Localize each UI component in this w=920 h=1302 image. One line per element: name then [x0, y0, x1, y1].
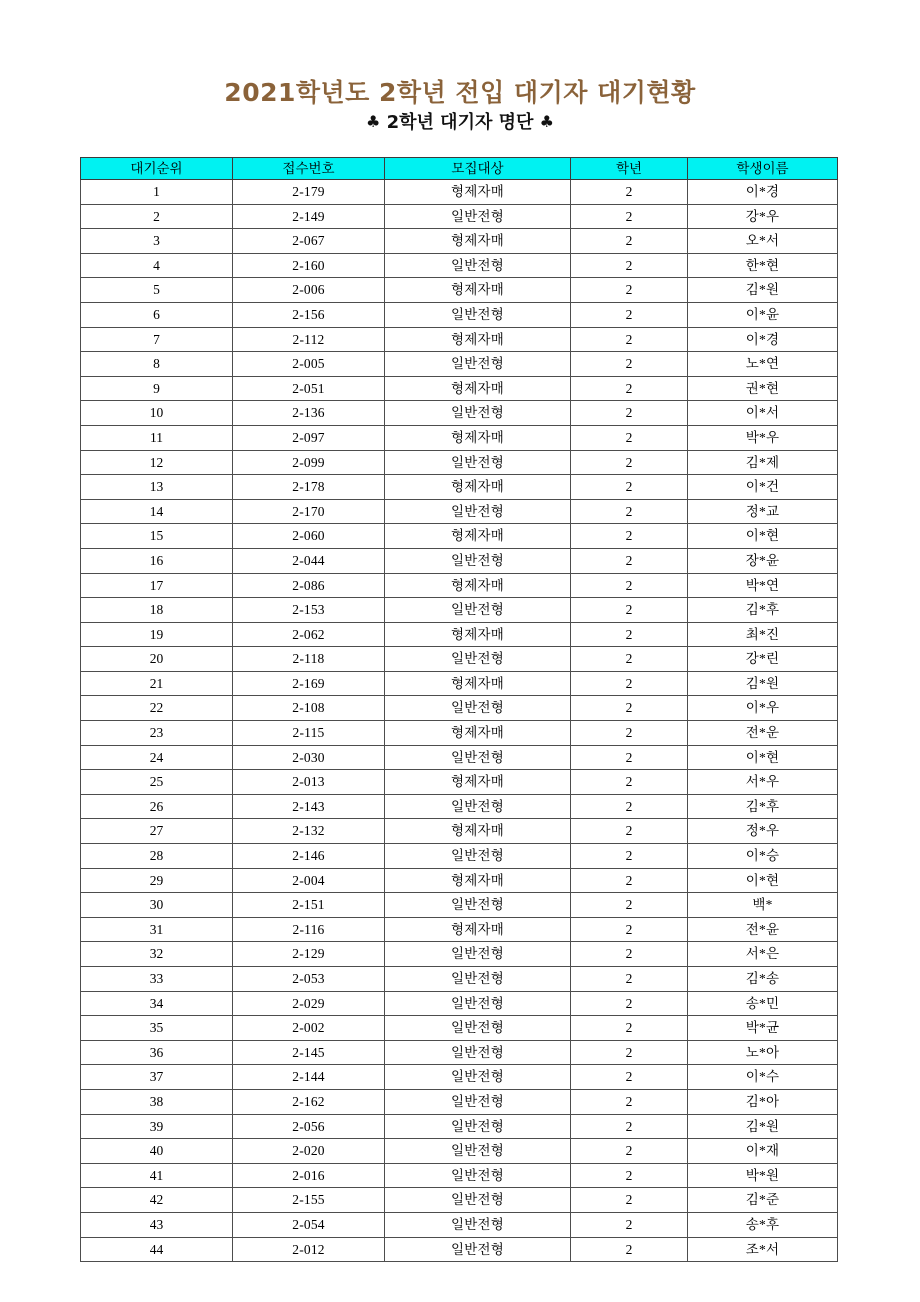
cell-rank: 42 — [81, 1188, 233, 1213]
cell-grade: 2 — [571, 1188, 688, 1213]
cell-rank: 22 — [81, 696, 233, 721]
cell-target: 형제자매 — [385, 622, 571, 647]
table-row — [81, 819, 838, 844]
cell-target: 형제자매 — [385, 327, 571, 352]
cell-recno: 2-006 — [233, 278, 385, 303]
table-row — [81, 180, 838, 205]
cell-rank: 9 — [81, 376, 233, 401]
table-row — [81, 942, 838, 967]
cell-target: 일반전형 — [385, 352, 571, 377]
cell-grade: 2 — [571, 868, 688, 893]
column-header-recno: 접수번호 — [233, 158, 385, 180]
table-row — [81, 1139, 838, 1164]
cell-name: 이*우 — [688, 696, 838, 721]
cell-target: 일반전형 — [385, 548, 571, 573]
cell-grade: 2 — [571, 204, 688, 229]
cell-rank: 21 — [81, 671, 233, 696]
table-row — [81, 327, 838, 352]
cell-grade: 2 — [571, 696, 688, 721]
cell-rank: 10 — [81, 401, 233, 426]
cell-recno: 2-044 — [233, 548, 385, 573]
cell-target: 형제자매 — [385, 524, 571, 549]
cell-rank: 18 — [81, 598, 233, 623]
cell-target: 일반전형 — [385, 1016, 571, 1041]
page-subtitle-text: 2학년 대기자 명단 — [386, 111, 534, 133]
cell-name: 정*교 — [688, 499, 838, 524]
cell-recno: 2-162 — [233, 1089, 385, 1114]
table-row — [81, 573, 838, 598]
cell-name: 백* — [688, 893, 838, 918]
waitlist-table-container — [80, 157, 837, 1262]
cell-rank: 27 — [81, 819, 233, 844]
cell-recno: 2-108 — [233, 696, 385, 721]
cell-rank: 23 — [81, 721, 233, 746]
table-row — [81, 253, 838, 278]
table-row — [81, 1065, 838, 1090]
cell-grade: 2 — [571, 1016, 688, 1041]
cell-name: 이*윤 — [688, 302, 838, 327]
cell-rank: 15 — [81, 524, 233, 549]
table-header-row — [81, 158, 838, 180]
column-header-name: 학생이름 — [688, 158, 838, 180]
cell-recno: 2-132 — [233, 819, 385, 844]
page-title: 2021학년도 2학년 전입 대기자 대기현황 — [224, 78, 696, 107]
cell-recno: 2-054 — [233, 1212, 385, 1237]
cell-grade: 2 — [571, 819, 688, 844]
column-header-grade: 학년 — [571, 158, 688, 180]
table-row — [81, 229, 838, 254]
cell-rank: 7 — [81, 327, 233, 352]
cell-grade: 2 — [571, 180, 688, 205]
page-subtitle — [0, 112, 920, 134]
cell-name: 조*서 — [688, 1237, 838, 1262]
cell-target: 형제자매 — [385, 671, 571, 696]
cell-rank: 32 — [81, 942, 233, 967]
cell-grade: 2 — [571, 844, 688, 869]
cell-rank: 38 — [81, 1089, 233, 1114]
cell-grade: 2 — [571, 475, 688, 500]
cell-recno: 2-029 — [233, 991, 385, 1016]
cell-rank: 6 — [81, 302, 233, 327]
cell-target: 일반전형 — [385, 1114, 571, 1139]
cell-recno: 2-118 — [233, 647, 385, 672]
cell-recno: 2-004 — [233, 868, 385, 893]
cell-target: 형제자매 — [385, 475, 571, 500]
cell-rank: 14 — [81, 499, 233, 524]
table-row — [81, 671, 838, 696]
waitlist-table — [80, 157, 838, 1262]
cell-target: 일반전형 — [385, 745, 571, 770]
cell-rank: 5 — [81, 278, 233, 303]
cell-grade: 2 — [571, 229, 688, 254]
cell-target: 일반전형 — [385, 401, 571, 426]
cell-recno: 2-143 — [233, 794, 385, 819]
cell-target: 일반전형 — [385, 1163, 571, 1188]
club-icon-left: ♣ — [365, 111, 381, 131]
cell-rank: 30 — [81, 893, 233, 918]
cell-recno: 2-115 — [233, 721, 385, 746]
cell-recno: 2-062 — [233, 622, 385, 647]
cell-recno: 2-020 — [233, 1139, 385, 1164]
cell-recno: 2-012 — [233, 1237, 385, 1262]
cell-recno: 2-051 — [233, 376, 385, 401]
table-row — [81, 278, 838, 303]
cell-grade: 2 — [571, 1040, 688, 1065]
cell-name: 김*원 — [688, 278, 838, 303]
cell-target: 형제자매 — [385, 917, 571, 942]
cell-name: 김*아 — [688, 1089, 838, 1114]
cell-target: 형제자매 — [385, 868, 571, 893]
cell-rank: 43 — [81, 1212, 233, 1237]
cell-rank: 19 — [81, 622, 233, 647]
table-row — [81, 204, 838, 229]
cell-rank: 13 — [81, 475, 233, 500]
title-block — [0, 78, 920, 133]
cell-rank: 28 — [81, 844, 233, 869]
cell-name: 이*현 — [688, 524, 838, 549]
cell-name: 이*현 — [688, 745, 838, 770]
cell-name: 박*원 — [688, 1163, 838, 1188]
table-row — [81, 1212, 838, 1237]
cell-name: 김*후 — [688, 598, 838, 623]
table-row — [81, 622, 838, 647]
cell-grade: 2 — [571, 598, 688, 623]
cell-target: 형제자매 — [385, 229, 571, 254]
cell-recno: 2-149 — [233, 204, 385, 229]
cell-recno: 2-053 — [233, 967, 385, 992]
cell-grade: 2 — [571, 770, 688, 795]
cell-target: 일반전형 — [385, 1089, 571, 1114]
cell-name: 한*현 — [688, 253, 838, 278]
column-header-rank: 대기순위 — [81, 158, 233, 180]
cell-recno: 2-169 — [233, 671, 385, 696]
cell-rank: 17 — [81, 573, 233, 598]
cell-grade: 2 — [571, 1212, 688, 1237]
cell-name: 오*서 — [688, 229, 838, 254]
table-row — [81, 450, 838, 475]
cell-recno: 2-160 — [233, 253, 385, 278]
table-row — [81, 868, 838, 893]
cell-recno: 2-178 — [233, 475, 385, 500]
cell-name: 전*운 — [688, 721, 838, 746]
cell-name: 박*연 — [688, 573, 838, 598]
cell-name: 김*원 — [688, 671, 838, 696]
table-row — [81, 917, 838, 942]
table-row — [81, 647, 838, 672]
table-row — [81, 745, 838, 770]
cell-target: 일반전형 — [385, 1040, 571, 1065]
table-row — [81, 475, 838, 500]
cell-recno: 2-016 — [233, 1163, 385, 1188]
cell-grade: 2 — [571, 721, 688, 746]
cell-name: 권*현 — [688, 376, 838, 401]
cell-grade: 2 — [571, 376, 688, 401]
cell-rank: 12 — [81, 450, 233, 475]
cell-grade: 2 — [571, 942, 688, 967]
cell-recno: 2-170 — [233, 499, 385, 524]
cell-name: 김*원 — [688, 1114, 838, 1139]
table-row — [81, 376, 838, 401]
cell-target: 형제자매 — [385, 376, 571, 401]
cell-target: 일반전형 — [385, 844, 571, 869]
cell-grade: 2 — [571, 967, 688, 992]
cell-grade: 2 — [571, 1139, 688, 1164]
cell-grade: 2 — [571, 573, 688, 598]
cell-target: 일반전형 — [385, 967, 571, 992]
table-row — [81, 352, 838, 377]
cell-target: 형제자매 — [385, 721, 571, 746]
table-row — [81, 794, 838, 819]
cell-target: 형제자매 — [385, 770, 571, 795]
cell-recno: 2-002 — [233, 1016, 385, 1041]
cell-rank: 44 — [81, 1237, 233, 1262]
cell-rank: 1 — [81, 180, 233, 205]
cell-rank: 2 — [81, 204, 233, 229]
cell-name: 김*제 — [688, 450, 838, 475]
cell-target: 형제자매 — [385, 573, 571, 598]
cell-recno: 2-097 — [233, 425, 385, 450]
cell-target: 일반전형 — [385, 450, 571, 475]
cell-grade: 2 — [571, 548, 688, 573]
cell-recno: 2-155 — [233, 1188, 385, 1213]
table-header — [81, 158, 838, 180]
cell-grade: 2 — [571, 401, 688, 426]
cell-name: 김*송 — [688, 967, 838, 992]
cell-grade: 2 — [571, 671, 688, 696]
cell-rank: 25 — [81, 770, 233, 795]
cell-grade: 2 — [571, 352, 688, 377]
cell-target: 형제자매 — [385, 819, 571, 844]
cell-target: 일반전형 — [385, 1212, 571, 1237]
cell-name: 송*민 — [688, 991, 838, 1016]
cell-name: 이*재 — [688, 1139, 838, 1164]
cell-rank: 37 — [81, 1065, 233, 1090]
cell-grade: 2 — [571, 425, 688, 450]
cell-recno: 2-136 — [233, 401, 385, 426]
cell-rank: 36 — [81, 1040, 233, 1065]
table-row — [81, 1016, 838, 1041]
cell-rank: 29 — [81, 868, 233, 893]
cell-name: 노*연 — [688, 352, 838, 377]
table-row — [81, 721, 838, 746]
cell-target: 일반전형 — [385, 253, 571, 278]
cell-target: 일반전형 — [385, 204, 571, 229]
cell-name: 김*후 — [688, 794, 838, 819]
cell-recno: 2-056 — [233, 1114, 385, 1139]
cell-target: 형제자매 — [385, 180, 571, 205]
table-row — [81, 1237, 838, 1262]
cell-rank: 34 — [81, 991, 233, 1016]
table-row — [81, 1163, 838, 1188]
cell-recno: 2-179 — [233, 180, 385, 205]
cell-recno: 2-005 — [233, 352, 385, 377]
cell-grade: 2 — [571, 278, 688, 303]
cell-target: 일반전형 — [385, 302, 571, 327]
cell-name: 이*건 — [688, 475, 838, 500]
table-row — [81, 893, 838, 918]
cell-target: 일반전형 — [385, 893, 571, 918]
cell-target: 일반전형 — [385, 991, 571, 1016]
cell-target: 일반전형 — [385, 499, 571, 524]
cell-name: 전*윤 — [688, 917, 838, 942]
table-body — [81, 180, 838, 1262]
cell-name: 박*우 — [688, 425, 838, 450]
table-row — [81, 844, 838, 869]
cell-grade: 2 — [571, 991, 688, 1016]
table-row — [81, 425, 838, 450]
cell-rank: 35 — [81, 1016, 233, 1041]
table-row — [81, 499, 838, 524]
cell-recno: 2-067 — [233, 229, 385, 254]
cell-grade: 2 — [571, 524, 688, 549]
cell-name: 이*수 — [688, 1065, 838, 1090]
cell-recno: 2-151 — [233, 893, 385, 918]
cell-grade: 2 — [571, 450, 688, 475]
cell-grade: 2 — [571, 253, 688, 278]
cell-target: 일반전형 — [385, 647, 571, 672]
cell-rank: 3 — [81, 229, 233, 254]
cell-recno: 2-145 — [233, 1040, 385, 1065]
cell-target: 형제자매 — [385, 278, 571, 303]
cell-name: 송*후 — [688, 1212, 838, 1237]
cell-rank: 4 — [81, 253, 233, 278]
cell-rank: 8 — [81, 352, 233, 377]
cell-grade: 2 — [571, 647, 688, 672]
table-row — [81, 1089, 838, 1114]
cell-recno: 2-060 — [233, 524, 385, 549]
cell-recno: 2-129 — [233, 942, 385, 967]
cell-recno: 2-086 — [233, 573, 385, 598]
cell-grade: 2 — [571, 1163, 688, 1188]
table-row — [81, 967, 838, 992]
table-row — [81, 302, 838, 327]
cell-rank: 31 — [81, 917, 233, 942]
cell-recno: 2-013 — [233, 770, 385, 795]
cell-rank: 11 — [81, 425, 233, 450]
cell-name: 이*서 — [688, 401, 838, 426]
cell-target: 형제자매 — [385, 425, 571, 450]
column-header-target: 모집대상 — [385, 158, 571, 180]
cell-target: 일반전형 — [385, 696, 571, 721]
table-row — [81, 401, 838, 426]
cell-grade: 2 — [571, 327, 688, 352]
table-row — [81, 1188, 838, 1213]
club-icon-right: ♣ — [539, 111, 555, 131]
cell-grade: 2 — [571, 499, 688, 524]
cell-rank: 26 — [81, 794, 233, 819]
cell-name: 최*진 — [688, 622, 838, 647]
cell-recno: 2-112 — [233, 327, 385, 352]
cell-grade: 2 — [571, 302, 688, 327]
table-row — [81, 1040, 838, 1065]
cell-rank: 39 — [81, 1114, 233, 1139]
cell-name: 강*우 — [688, 204, 838, 229]
cell-name: 이*승 — [688, 844, 838, 869]
cell-recno: 2-116 — [233, 917, 385, 942]
cell-rank: 16 — [81, 548, 233, 573]
table-row — [81, 770, 838, 795]
cell-rank: 40 — [81, 1139, 233, 1164]
cell-name: 정*우 — [688, 819, 838, 844]
cell-recno: 2-099 — [233, 450, 385, 475]
table-row — [81, 696, 838, 721]
cell-target: 일반전형 — [385, 1139, 571, 1164]
cell-grade: 2 — [571, 622, 688, 647]
cell-rank: 41 — [81, 1163, 233, 1188]
cell-recno: 2-156 — [233, 302, 385, 327]
cell-grade: 2 — [571, 794, 688, 819]
cell-recno: 2-153 — [233, 598, 385, 623]
cell-grade: 2 — [571, 1065, 688, 1090]
cell-target: 일반전형 — [385, 942, 571, 967]
cell-name: 이*경 — [688, 327, 838, 352]
cell-name: 이*현 — [688, 868, 838, 893]
table-row — [81, 1114, 838, 1139]
table-row — [81, 991, 838, 1016]
cell-rank: 20 — [81, 647, 233, 672]
cell-target: 일반전형 — [385, 1188, 571, 1213]
cell-name: 이*경 — [688, 180, 838, 205]
cell-grade: 2 — [571, 917, 688, 942]
cell-grade: 2 — [571, 1089, 688, 1114]
cell-target: 일반전형 — [385, 598, 571, 623]
cell-grade: 2 — [571, 745, 688, 770]
cell-name: 노*아 — [688, 1040, 838, 1065]
cell-name: 서*우 — [688, 770, 838, 795]
cell-name: 박*균 — [688, 1016, 838, 1041]
cell-grade: 2 — [571, 893, 688, 918]
cell-target: 일반전형 — [385, 1065, 571, 1090]
cell-recno: 2-146 — [233, 844, 385, 869]
cell-name: 서*은 — [688, 942, 838, 967]
cell-grade: 2 — [571, 1237, 688, 1262]
cell-rank: 33 — [81, 967, 233, 992]
table-row — [81, 548, 838, 573]
table-row — [81, 524, 838, 549]
cell-target: 일반전형 — [385, 794, 571, 819]
cell-grade: 2 — [571, 1114, 688, 1139]
cell-name: 장*윤 — [688, 548, 838, 573]
cell-rank: 24 — [81, 745, 233, 770]
cell-recno: 2-144 — [233, 1065, 385, 1090]
cell-name: 김*준 — [688, 1188, 838, 1213]
cell-name: 강*린 — [688, 647, 838, 672]
table-row — [81, 598, 838, 623]
cell-recno: 2-030 — [233, 745, 385, 770]
cell-target: 일반전형 — [385, 1237, 571, 1262]
